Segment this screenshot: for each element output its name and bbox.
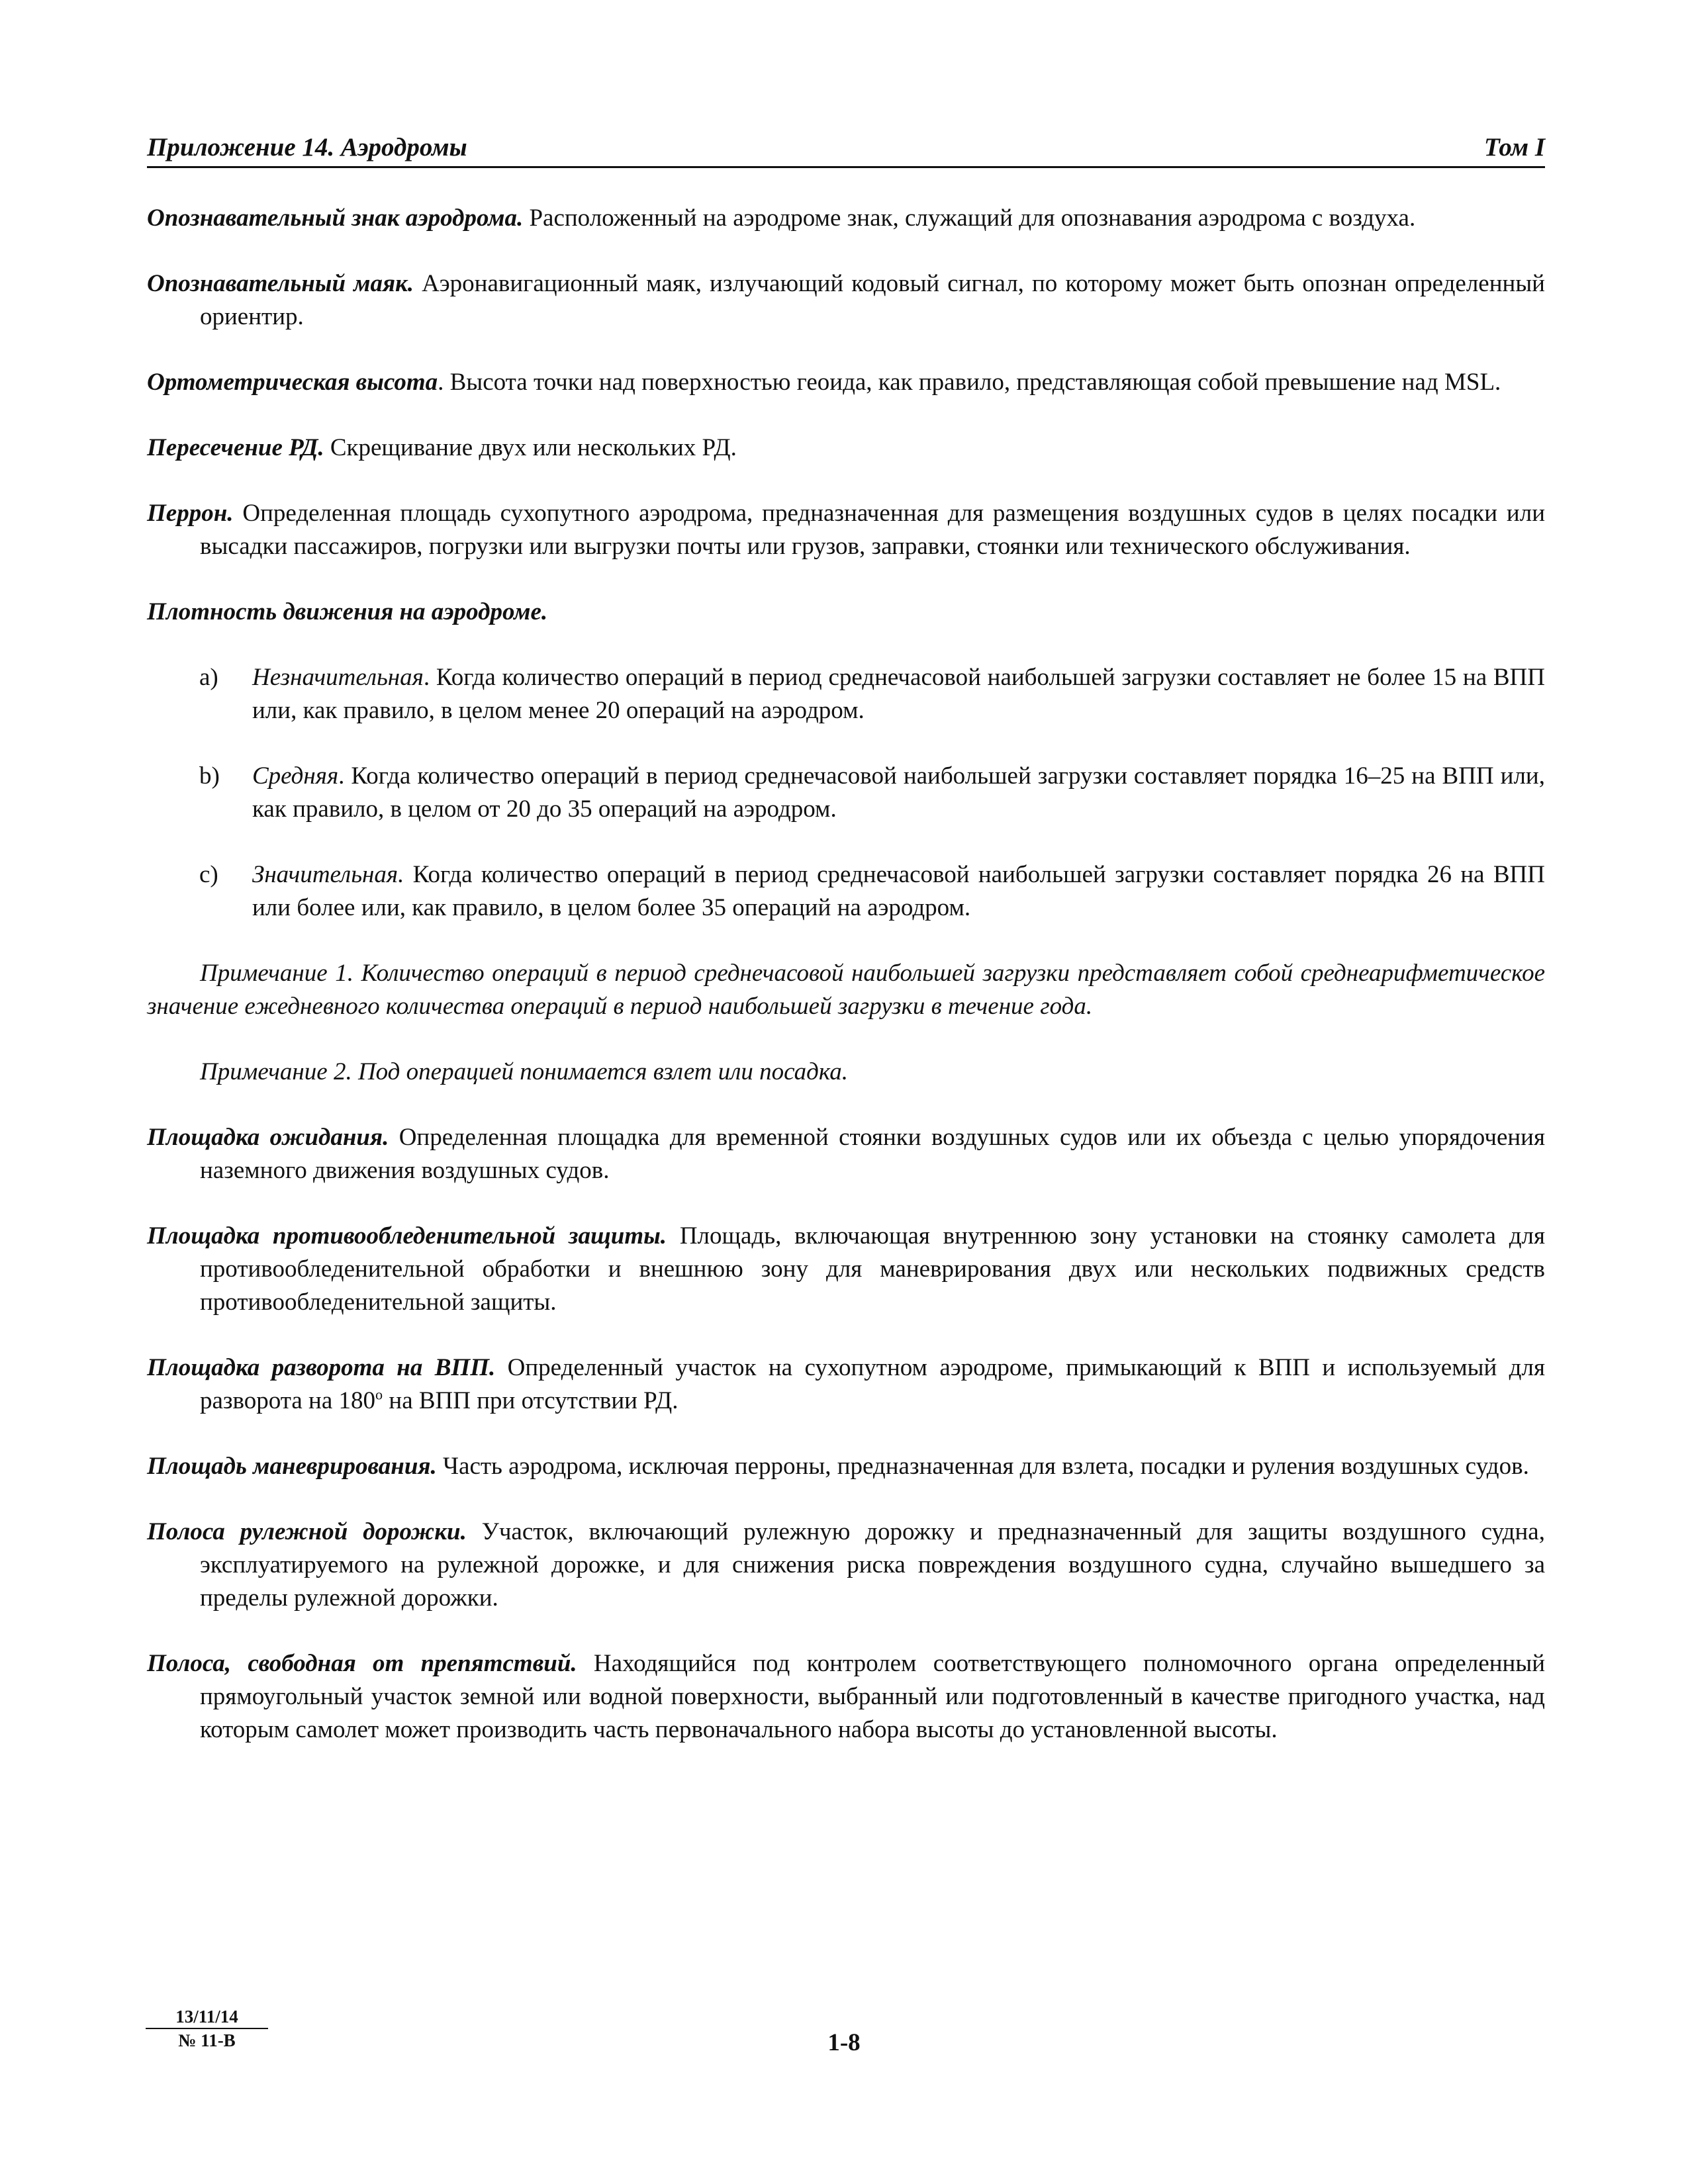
definition-entry bbox=[147, 1351, 1545, 1418]
definition-text: Расположенный на аэродроме знак, служащий для опознавания аэродрома с воздуха. bbox=[523, 205, 1416, 232]
definition-term: Полоса, свободная от препятствий. bbox=[147, 1650, 577, 1677]
definition-entry bbox=[147, 1220, 1545, 1319]
definition-text: Определенная площадка для временной стоянки воздушных судов или их объезда с целью упорядочения наземного движения воздушных судов. bbox=[200, 1124, 1545, 1184]
amendment-block bbox=[146, 2005, 268, 2052]
definitions-body bbox=[147, 202, 1545, 1779]
definition-term: Ортометрическая высота bbox=[147, 369, 438, 396]
definition-entry bbox=[147, 1516, 1545, 1615]
amendment-date: 13/11/14 bbox=[146, 2005, 268, 2029]
list-label: Незначительная bbox=[252, 664, 424, 691]
list-body: . Когда количество операций в период среднечасовой наибольшей загрузки составляет не более 15 на ВПП или, как правило, в целом менее 20 операций на аэродром. bbox=[252, 664, 1545, 724]
degree-superscript: o bbox=[375, 1386, 383, 1403]
amendment-number: № 11-B bbox=[178, 2030, 236, 2050]
definition-term: Площадка ожидания. bbox=[147, 1124, 389, 1151]
definition-text: Определенная площадь сухопутного аэродрома, предназначенная для размещения воздушных судов в целях посадки или высадки пассажиров, погрузки или выгрузки почты или грузов, заправки, стоянки или технического обслуживания. bbox=[200, 500, 1545, 560]
page-header bbox=[147, 132, 1545, 168]
list-body: . Когда количество операций в период среднечасовой наибольшей загрузки составляет порядка 16–25 на ВПП или, как правило, в целом от 20 до 35 операций на аэродром. bbox=[252, 762, 1545, 823]
definition-text: Определенный участок на сухопутном аэродроме, примыкающий к ВПП и используемый для разворота на 180 bbox=[200, 1354, 1545, 1414]
note-2: Примечание 2. Под операцией понимается взлет или посадка. bbox=[200, 1058, 848, 1085]
list-text bbox=[252, 760, 1545, 826]
definition-term: Опознавательный маяк. bbox=[147, 270, 414, 297]
definition-text: Аэронавигационный маяк, излучающий кодовый сигнал, по которому может быть опознан определенный ориентир. bbox=[200, 270, 1545, 330]
definition-entry bbox=[147, 267, 1545, 334]
definition-entry bbox=[147, 1450, 1545, 1483]
definition-text-continued: на ВПП при отсутствии РД. bbox=[383, 1387, 679, 1414]
definition-entry bbox=[147, 1121, 1545, 1187]
definition-text: Находящийся под контролем соответствующего полномочного органа определенный прямоугольный участок земной или водной поверхности, выбранный или подготовленный в качестве пригодного участка, над которым самолет может производить часть первоначального набора высоты до установленной высоты. bbox=[200, 1650, 1546, 1743]
definition-entry bbox=[147, 497, 1545, 563]
definition-term: Полоса рулежной дорожки. bbox=[147, 1518, 467, 1545]
definition-entry bbox=[147, 202, 1545, 235]
definition-term: Пересечение РД. bbox=[147, 434, 324, 461]
definition-term: Площадка разворота на ВПП. bbox=[147, 1354, 496, 1381]
definition-entry bbox=[147, 366, 1545, 399]
list-marker: b) bbox=[199, 762, 220, 790]
definition-entry bbox=[147, 1647, 1545, 1747]
header-title: Приложение 14. Аэродромы bbox=[147, 133, 467, 161]
list-text bbox=[252, 858, 1545, 925]
list-item bbox=[147, 760, 1545, 826]
definition-term: Опознавательный знак аэродрома. bbox=[147, 205, 524, 232]
definition-term: Площадь маневрирования. bbox=[147, 1453, 437, 1480]
list-label: Средняя bbox=[252, 762, 339, 790]
definition-entry bbox=[147, 432, 1545, 465]
definition-text: Часть аэродрома, исключая перроны, предназначенная для взлета, посадки и руления воздушных судов. bbox=[436, 1453, 1529, 1480]
definition-text: Площадь, включающая внутреннюю зону установки на стоянку самолета для противообледенительной обработки и внешнюю зону для маневрирования двух или нескольких подвижных средств противообледенительной защиты. bbox=[200, 1222, 1545, 1316]
list-item bbox=[147, 661, 1545, 727]
definition-term: Площадка противообледенительной защиты. bbox=[147, 1222, 667, 1250]
list-item bbox=[147, 858, 1545, 925]
page-number: 1-8 bbox=[827, 2029, 861, 2056]
definition-term: Перрон. bbox=[147, 500, 234, 527]
note-1: Примечание 1. Количество операций в период среднечасовой наибольшей загрузки представляет собой среднеарифметическое значение ежедневного количества операций в период наибольшей загрузки в течение года. bbox=[147, 960, 1545, 1020]
definition-text: Скрещивание двух или нескольких РД. bbox=[324, 434, 737, 461]
traffic-density-heading: Плотность движения на аэродроме. bbox=[147, 598, 548, 625]
list-body: Когда количество операций в период среднечасовой наибольшей загрузки составляет порядка 26 на ВПП или более или, как правило, в целом более 35 операций на аэродром. bbox=[252, 861, 1545, 921]
header-volume: Том I bbox=[1483, 133, 1545, 161]
list-label: Значительная. bbox=[252, 861, 404, 888]
list-marker: c) bbox=[199, 861, 218, 888]
list-marker: a) bbox=[199, 664, 218, 691]
definition-text: Участок, включающий рулежную дорожку и предназначенный для защиты воздушного судна, эксплуатируемого на рулежной дорожке, и для снижения риска повреждения воздушного судна, случайно вышедшего за пределы рулежной дорожки. bbox=[200, 1518, 1545, 1612]
list-text bbox=[252, 661, 1545, 727]
definition-text: . Высота точки над поверхностью геоида, как правило, представляющая собой превышение над MSL. bbox=[438, 369, 1501, 396]
